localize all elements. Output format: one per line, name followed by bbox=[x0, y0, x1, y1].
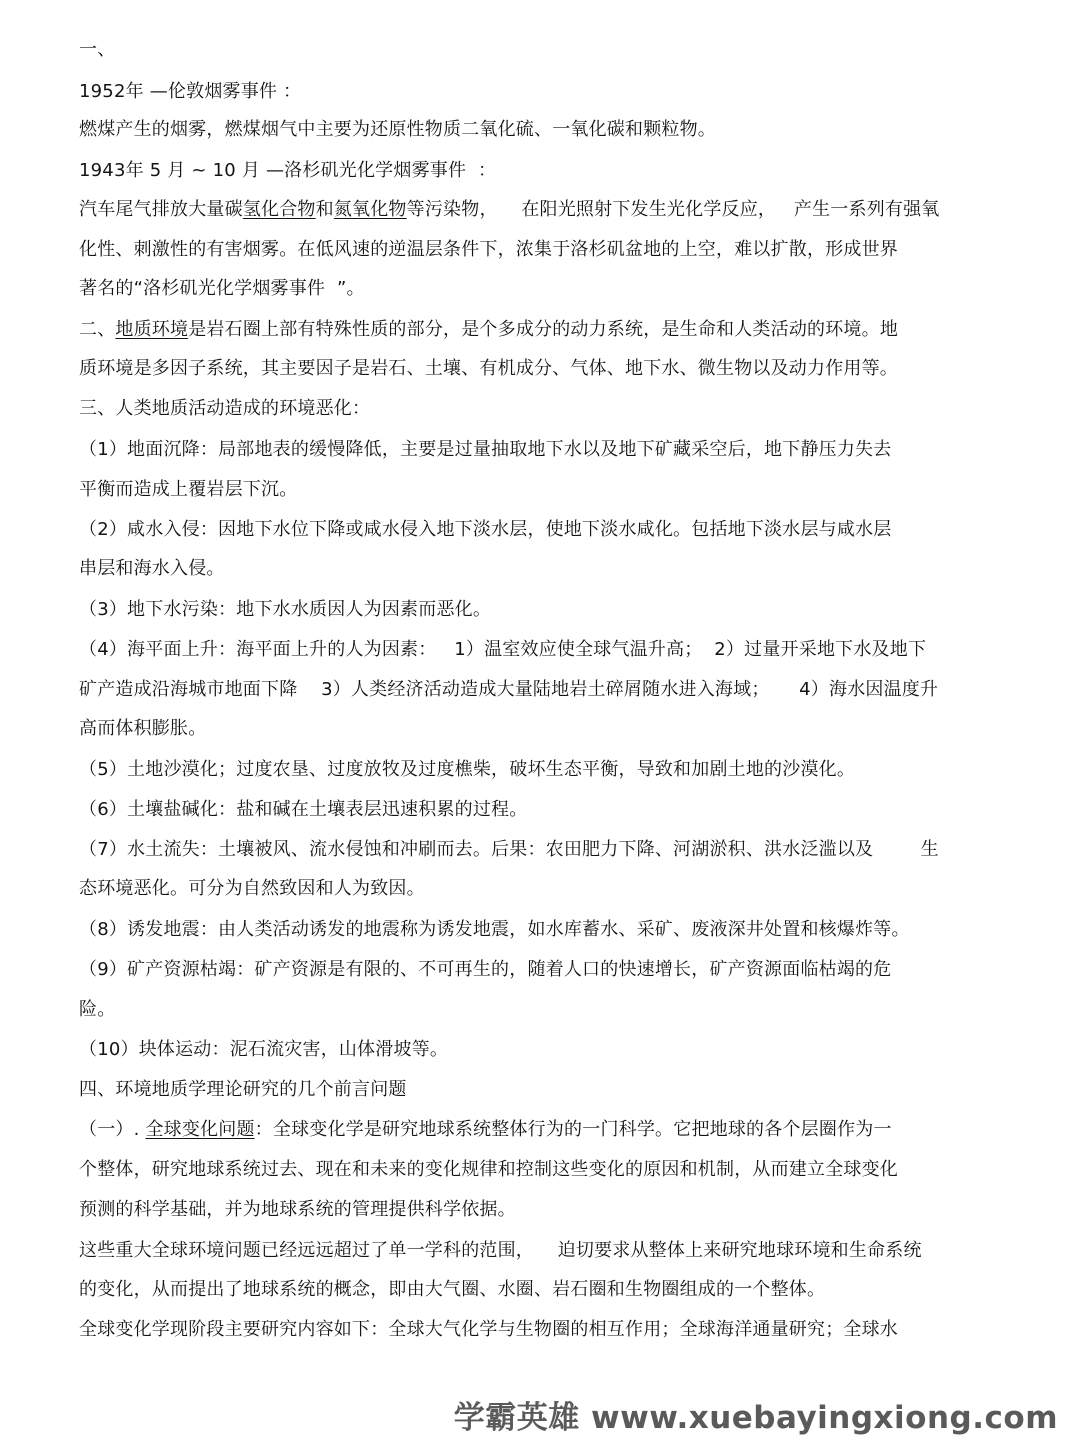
list-item: （5）土地沙漠化；过度农垦、过度放牧及过度樵柴，破坏生态平衡，导致和加剧土地的沙漠化。 bbox=[79, 759, 856, 780]
text-line: 燃煤产生的烟雾，燃煤烟气中主要为还原性物质二氧化硫、一氧化碳和颗粒物。 bbox=[79, 119, 716, 140]
list-item: （2）咸水入侵：因地下水位下降或咸水侵入地下淡水层，使地下淡水咸化。包括地下淡水层与咸水层 bbox=[79, 519, 892, 540]
text-line: 个整体，研究地球系统过去、现在和未来的变化规律和控制这些变化的原因和机制，从而建立全球变化 bbox=[79, 1159, 898, 1180]
text-line: 全球变化学现阶段主要研究内容如下：全球大气化学与生物圈的相互作用；全球海洋通量研究；全球水 bbox=[79, 1319, 898, 1340]
text-line: 的变化，从而提出了地球系统的概念，即由大气圈、水圈、岩石圈和生物圈组成的一个整体。 bbox=[79, 1279, 826, 1300]
text-line: 险。 bbox=[79, 999, 116, 1020]
text-line: 化性、刺激性的有害烟雾。在低风速的逆温层条件下，浓集于洛杉矶盆地的上空，难以扩散，形成世界 bbox=[79, 239, 898, 260]
text-line: 1943年 5 月 ~ 10 月 —洛杉矶光化学烟雾事件 ： bbox=[79, 160, 497, 181]
site-watermark: 学霸英雄 www.xuebayingxiong.com bbox=[453, 1400, 1058, 1436]
subsection-heading: （一）. 全球变化问题：全球变化学是研究地球系统整体行为的一门科学。它把地球的各个层圈作为一 bbox=[79, 1119, 892, 1140]
text-line: 1952年 —伦敦烟雾事件 ： bbox=[79, 81, 302, 102]
text-line: 矿产造成沿海城市地面下降 3）人类经济活动造成大量陆地岩土碎屑随水进入海域； 4）海水因温度升 bbox=[79, 679, 939, 700]
section-heading-3: 三、人类地质活动造成的环境恶化： bbox=[79, 398, 371, 419]
underlined-term: 氮氧化物 bbox=[333, 199, 407, 220]
list-item: （9）矿产资源枯竭：矿产资源是有限的、不可再生的，随着人口的快速增长，矿产资源面临枯竭的危 bbox=[79, 959, 892, 980]
list-item: （8）诱发地震：由人类活动诱发的地震称为诱发地震，如水库蓄水、采矿、废液深井处置和核爆炸等。 bbox=[79, 919, 910, 940]
text-line: 态环境恶化。可分为自然致因和人为致因。 bbox=[79, 878, 425, 899]
underlined-term: 氢化合物 bbox=[242, 199, 316, 220]
list-item: （3）地下水污染：地下水水质因人为因素而恶化。 bbox=[79, 599, 492, 620]
list-item: （4）海平面上升：海平面上升的人为因素： 1）温室效应使全球气温升高； 2）过量开采地下水及地下 bbox=[79, 639, 927, 660]
list-item: （6）土壤盐碱化：盐和碱在土壤表层迅速积累的过程。 bbox=[79, 799, 528, 820]
text-line: 串层和海水入侵。 bbox=[79, 558, 225, 579]
text-line: 预测的科学基础，并为地球系统的管理提供科学依据。 bbox=[79, 1199, 516, 1220]
list-item: （10）块体运动：泥石流灾害，山体滑坡等。 bbox=[79, 1039, 449, 1060]
text-line: 质环境是多因子系统，其主要因子是岩石、土壤、有机成分、气体、地下水、微生物以及动力作用等。 bbox=[79, 358, 898, 379]
list-item: （1）地面沉降：局部地表的缓慢降低，主要是过量抽取地下水以及地下矿藏采空后，地下静压力失去 bbox=[79, 439, 892, 460]
text-line-with-underlines: 汽车尾气排放大量碳氢化合物和氮氧化物等污染物， 在阳光照射下发生光化学反应， 产生一系列有强氧 bbox=[79, 199, 940, 220]
section-heading-1: 一、 bbox=[79, 39, 116, 60]
text-line: 这些重大全球环境问题已经远远超过了单一学科的范围， 迫切要求从整体上来研究地球环境和生命系统 bbox=[79, 1240, 922, 1261]
underlined-term: 全球变化问题 bbox=[145, 1119, 255, 1140]
text-line: 平衡而造成上覆岩层下沉。 bbox=[79, 479, 298, 500]
text-line: 著名的“洛杉矶光化学烟雾事件 ”。 bbox=[79, 278, 365, 299]
underlined-term: 地质环境 bbox=[115, 319, 189, 340]
list-item: （7）水土流失：土壤被风、流水侵蚀和冲刷而去。后果：农田肥力下降、河湖淤积、洪水泛滥以及 生 bbox=[79, 839, 939, 860]
text-line: 高而体积膨胀。 bbox=[79, 718, 207, 739]
section-heading-2: 二、地质环境是岩石圈上部有特殊性质的部分，是个多成分的动力系统，是生命和人类活动的环境。地 bbox=[79, 319, 899, 340]
section-heading-4: 四、环境地质学理论研究的几个前言问题 bbox=[79, 1079, 407, 1100]
